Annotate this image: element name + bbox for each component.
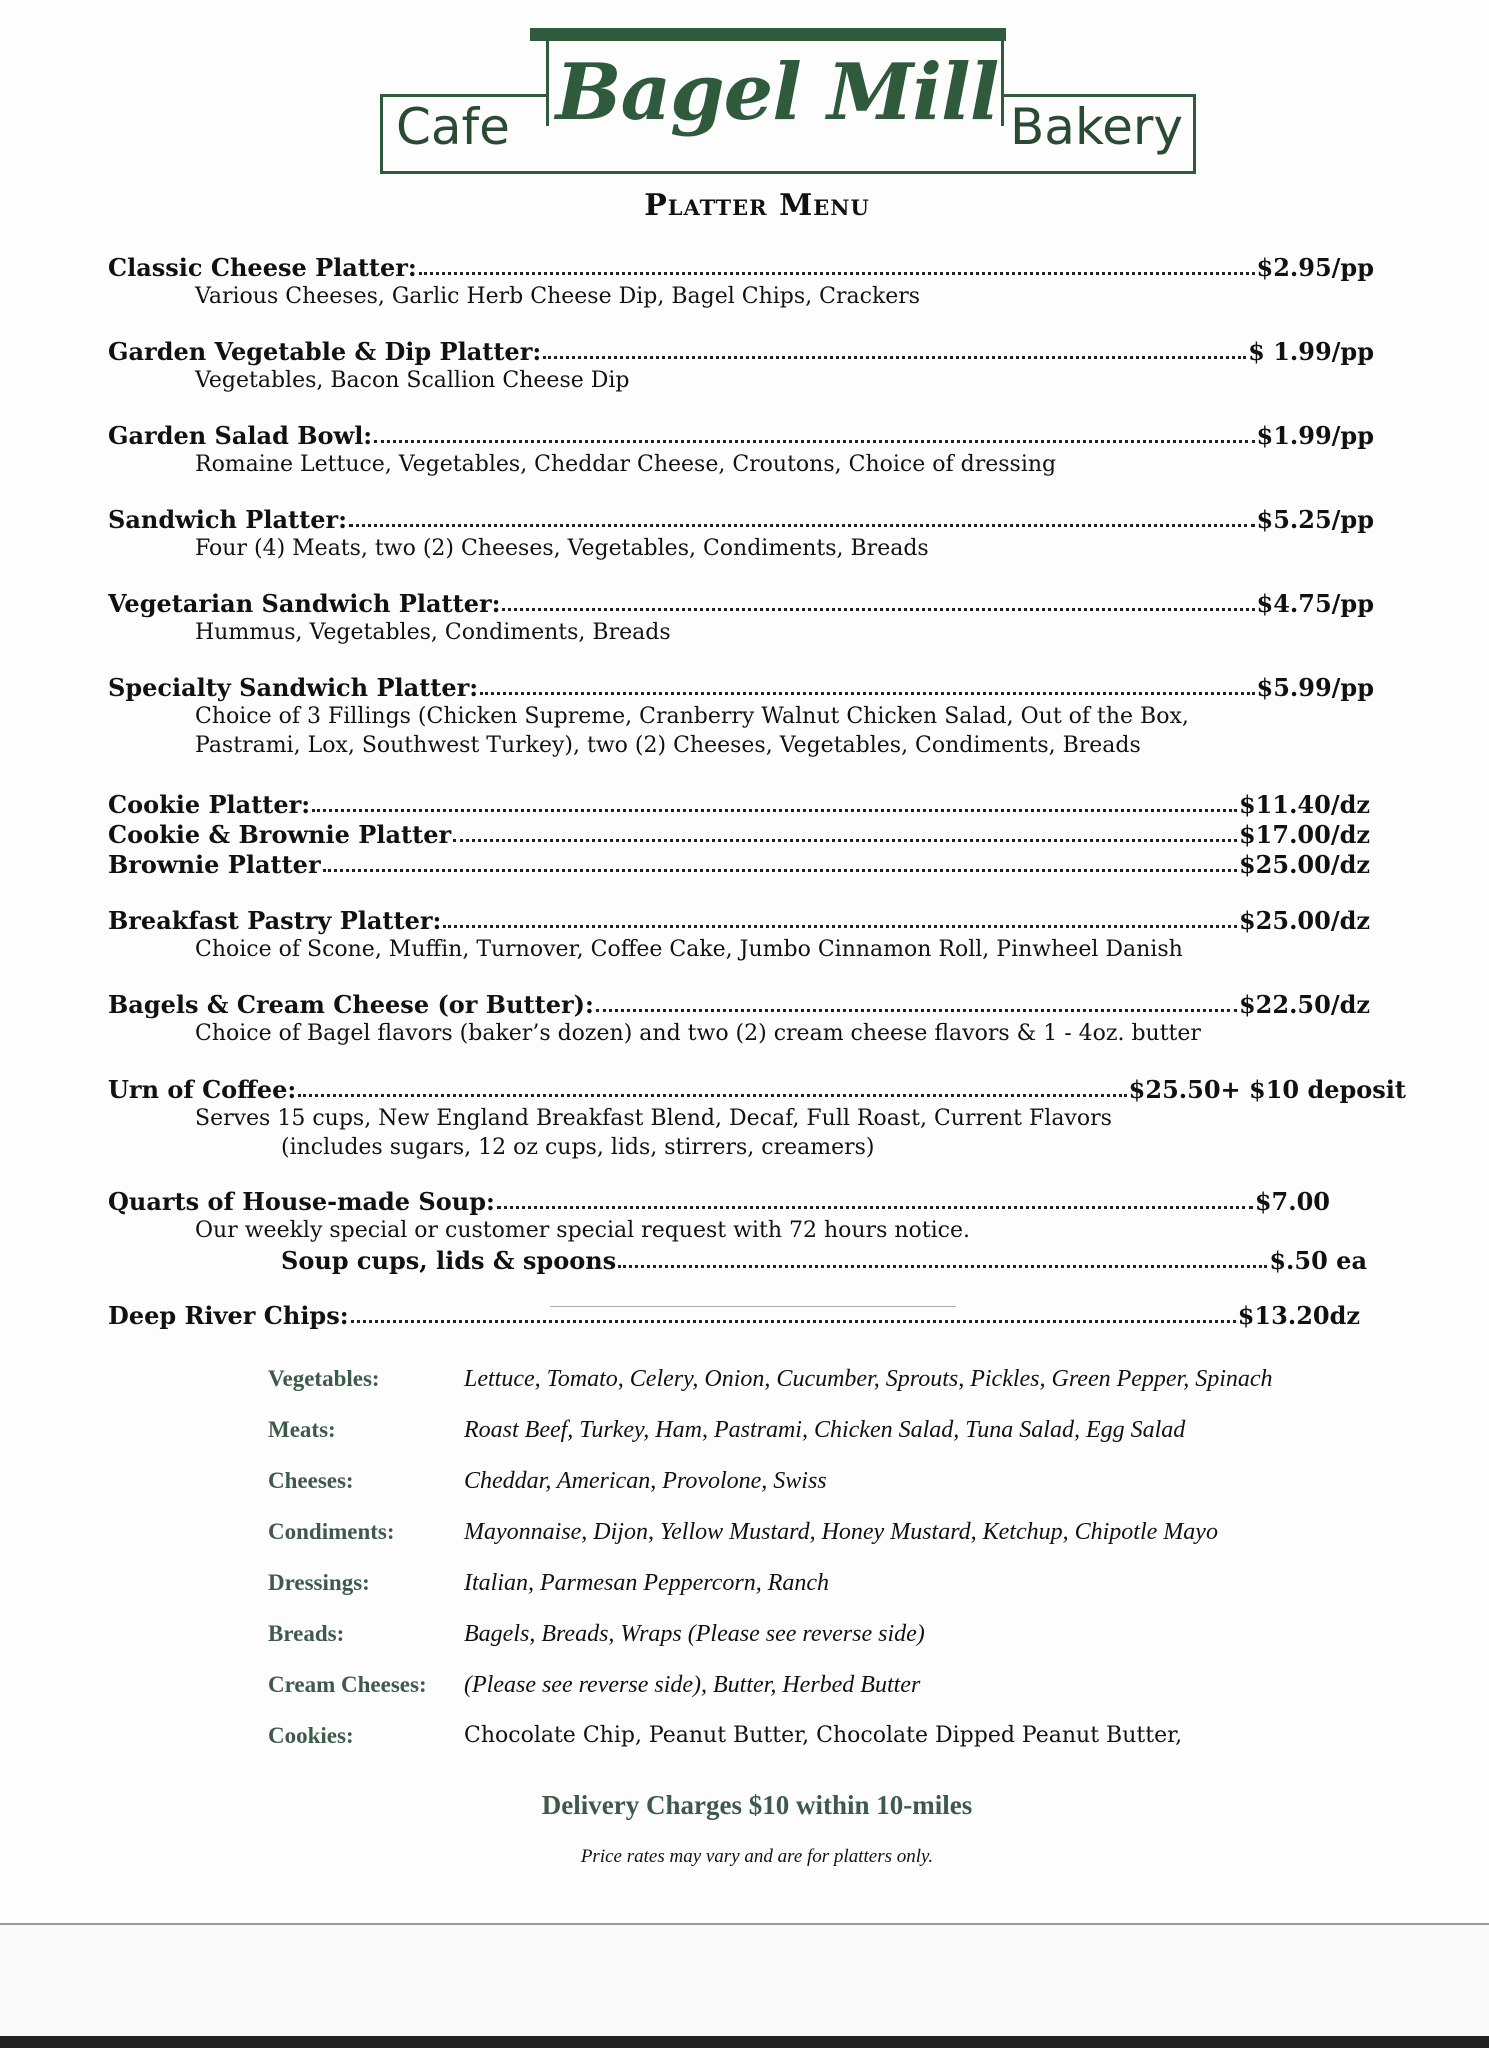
item-price: $25.00/dz	[1238, 850, 1370, 879]
category-value: Cheddar, American, Provolone, Swiss	[464, 1468, 827, 1494]
scan-bottom-margin	[0, 1923, 1489, 2048]
category-label: Meats:	[268, 1417, 336, 1442]
item-description: Four (4) Meats, two (2) Cheeses, Vegetables, Condiments, Breads	[195, 536, 929, 561]
category-label: Vegetables:	[268, 1366, 380, 1391]
logo-frame-top-bar	[530, 28, 1006, 41]
logo-bakery-word: Bakery	[1010, 98, 1184, 156]
category-label: Dressings:	[268, 1570, 370, 1595]
menu-item	[108, 906, 1370, 964]
category-label: Cream Cheeses:	[268, 1672, 427, 1697]
item-price: $5.99/pp	[1256, 673, 1374, 702]
category-value: Roast Beef, Turkey, Ham, Pastrami, Chicken Salad, Tuna Salad, Egg Salad	[464, 1417, 1186, 1443]
page-title: Platter Menu	[644, 188, 870, 223]
bagel-mill-logo	[380, 26, 1198, 178]
menu-item	[108, 1075, 1406, 1162]
category-value: Chocolate Chip, Peanut Butter, Chocolate Dipped Peanut Butter,	[464, 1723, 1183, 1748]
item-name: Quarts of House-made Soup:	[108, 1187, 495, 1216]
item-price: $25.50+ $10 deposit	[1128, 1075, 1406, 1104]
menu-item	[108, 790, 1370, 819]
item-price: $2.95/pp	[1256, 253, 1374, 282]
item-price: $4.75/pp	[1256, 589, 1374, 618]
menu-item	[108, 990, 1370, 1048]
menu-item	[108, 1187, 1330, 1245]
menu-item	[108, 850, 1370, 879]
item-price: $7.00	[1254, 1187, 1330, 1216]
item-description: Various Cheeses, Garlic Herb Cheese Dip, Bagel Chips, Crackers	[195, 284, 921, 309]
menu-item	[108, 820, 1370, 849]
item-name: Vegetarian Sandwich Platter:	[108, 589, 501, 618]
category-value: Lettuce, Tomato, Celery, Onion, Cucumber, Sprouts, Pickles, Green Pepper, Spinach	[464, 1366, 1273, 1392]
category-label: Breads:	[268, 1621, 345, 1646]
item-description: Vegetables, Bacon Scallion Cheese Dip	[195, 368, 630, 393]
item-name: Soup cups, lids & spoons	[281, 1246, 617, 1275]
item-description: Hummus, Vegetables, Condiments, Breads	[195, 620, 671, 645]
category-value: (Please see reverse side), Butter, Herbed Butter	[464, 1672, 921, 1698]
menu-item	[281, 1246, 1367, 1275]
category-value: Italian, Parmesan Peppercorn, Ranch	[464, 1570, 830, 1596]
item-name: Cookie & Brownie Platter	[108, 820, 452, 849]
menu-item	[108, 673, 1374, 760]
item-name: Cookie Platter:	[108, 790, 311, 819]
menu-item	[108, 505, 1374, 563]
item-price: $ 1.99/pp	[1248, 337, 1374, 366]
menu-item	[108, 337, 1374, 395]
item-price: $1.99/pp	[1256, 421, 1374, 450]
item-name: Brownie Platter	[108, 850, 321, 879]
item-name: Garden Salad Bowl:	[108, 421, 373, 450]
item-name: Sandwich Platter:	[108, 505, 347, 534]
item-description: Pastrami, Lox, Southwest Turkey), two (2) Cheeses, Vegetables, Condiments, Breads	[195, 733, 1141, 758]
item-description: Our weekly special or customer special request with 72 hours notice.	[195, 1218, 970, 1243]
category-label: Cheeses:	[268, 1468, 354, 1493]
category-label: Cookies:	[268, 1723, 354, 1748]
item-price: $.50 ea	[1269, 1246, 1367, 1275]
category-value: Bagels, Breads, Wraps (Please see reverse side)	[464, 1621, 925, 1647]
logo-brand-name: Bagel Mill	[555, 47, 999, 138]
menu-item	[108, 589, 1374, 647]
item-description: Choice of Bagel flavors (baker’s dozen) and two (2) cream cheese flavors & 1 - 4oz. butter	[195, 1021, 1201, 1046]
item-description: Serves 15 cups, New England Breakfast Blend, Decaf, Full Roast, Current Flavors	[195, 1106, 1112, 1131]
menu-item	[108, 1301, 1360, 1330]
item-name: Deep River Chips:	[108, 1301, 349, 1330]
category-value: Mayonnaise, Dijon, Yellow Mustard, Honey Mustard, Ketchup, Chipotle Mayo	[464, 1519, 1218, 1545]
category-label: Condiments:	[268, 1519, 395, 1544]
item-price: $13.20dz	[1237, 1301, 1360, 1330]
item-name: Garden Vegetable & Dip Platter:	[108, 337, 542, 366]
scan-bottom-edge	[0, 2036, 1489, 2048]
menu-item	[108, 421, 1374, 479]
logo-cafe-word: Cafe	[396, 98, 510, 156]
item-name: Specialty Sandwich Platter:	[108, 673, 479, 702]
item-name: Bagels & Cream Cheese (or Butter):	[108, 990, 594, 1019]
item-price: $25.00/dz	[1238, 906, 1370, 935]
item-description: Choice of Scone, Muffin, Turnover, Coffee Cake, Jumbo Cinnamon Roll, Pinwheel Danish	[195, 937, 1183, 962]
menu-item	[108, 253, 1374, 311]
item-name: Breakfast Pastry Platter:	[108, 906, 442, 935]
item-description: Romaine Lettuce, Vegetables, Cheddar Cheese, Croutons, Choice of dressing	[195, 452, 1057, 477]
item-price: $17.00/dz	[1238, 820, 1370, 849]
item-price: $22.50/dz	[1238, 990, 1370, 1019]
item-name: Classic Cheese Platter:	[108, 253, 417, 282]
item-price: $5.25/pp	[1256, 505, 1374, 534]
item-name: Urn of Coffee:	[108, 1075, 297, 1104]
item-description: Choice of 3 Fillings (Chicken Supreme, Cranberry Walnut Chicken Salad, Out of the Box,	[195, 704, 1189, 729]
item-description-sub: (includes sugars, 12 oz cups, lids, stirrers, creamers)	[281, 1135, 875, 1160]
item-price: $11.40/dz	[1238, 790, 1370, 819]
delivery-charges: Delivery Charges $10 within 10-miles	[541, 1790, 973, 1820]
price-disclaimer: Price rates may vary and are for platters only.	[580, 1846, 934, 1867]
